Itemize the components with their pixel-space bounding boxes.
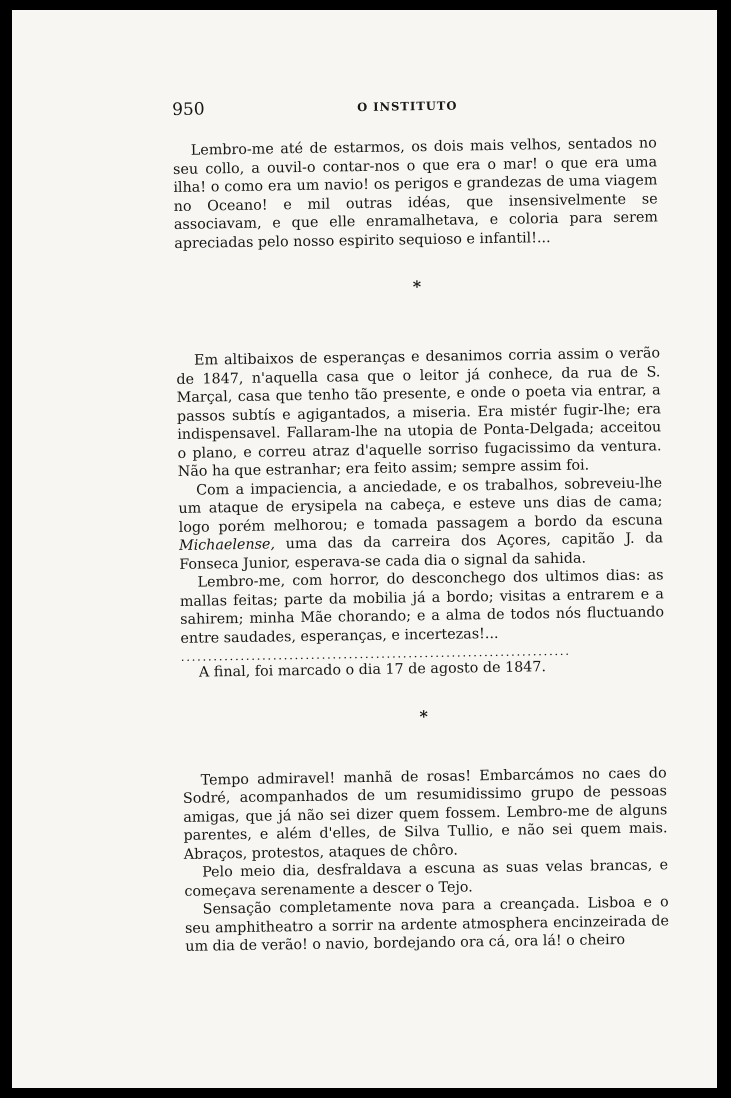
page-header xyxy=(172,92,656,124)
paragraph: Lembro-me até de estarmos, os dois mais velhos, sentados no seu collo, a ouvil-o contar-nos o que era o mar! o que era uma ilha! o como era um navio! os perigos e grandezas de uma viagem no Oceano! e mil outras idéas, que insensivelmente se associavam, e que elle enramalhetava, e coloria para serem apreciadas pelo nosso espirito sequioso e infantil!... xyxy=(172,135,659,252)
paragraph: Tempo admiravel! manhã de rosas! Embarcámos no caes do Sodré, acompanhados de um resumidissimo grupo de pessoas amigas, que já não sei dizer quem fossem. Lembro-me de alguns parentes, e além d'elles, de Silva Tullio, e não sei quem mais. Abraços, protestos, ataques de chôro. xyxy=(182,764,668,863)
paragraph xyxy=(178,474,663,574)
paragraph: Pelo meio dia, desfraldava a escuna as suas velas brancas, e começava serenamente a descer o Tejo. xyxy=(184,857,669,900)
section-separator: * xyxy=(419,706,429,726)
section-separator: * xyxy=(412,277,422,297)
running-title: O INSTITUTO xyxy=(357,98,458,115)
page-content xyxy=(172,92,669,956)
paragraph-text: Com a impaciencia, a anciedade, e os trabalhos, sobreveiu-lhe um ataque de erysipela na cabeça, e esteve uns dias de cama; logo porém melhorou; e tomada passagem a bordo da escuna xyxy=(178,474,663,536)
closing-line: A final, foi marcado o dia 17 de agosto de 1847. xyxy=(198,659,547,681)
ship-name: Michaelense, xyxy=(178,536,276,554)
paragraph-text: uma das da carreira dos Açores, capitão J. da Fonseca Junior, esperava-se cada dia o signal da sahida. xyxy=(179,530,664,573)
paragraph: Sensação completamente nova para a creançada. Lisboa e o seu amphitheatro a sorrir na ardente atmosphera encinzeirada de um dia de verão! o navio, bordejando ora cá, ora lá! o cheiro xyxy=(184,894,670,955)
paragraph: Lembro-me, com horror, do desconchego dos ultimos dias: as mallas feitas; parte da mobilia já a bordo; visitas a entrarem e a sahirem; minha Mãe chorando; e a alma de todos nós fluctuando entre saudades, esperanças, e incertezas!... xyxy=(179,567,665,647)
page-number: 950 xyxy=(172,99,205,120)
dotted-line: ........................................................................ xyxy=(180,643,571,664)
book-page xyxy=(12,10,717,1088)
paragraph: Em altibaixos de esperanças e desanimos corria assim o verão de 1847, n'aquella casa que o leitor já conhece, da rua de S. Marçal, casa que tenho tão presente, e onde o poeta via entrar, a passos subtís e agigantados, a miseria. Era mistér fugir-lhe; era indispensavel. Fallaram-lhe na utopia de Ponta-Delgada; acceitou o plano, e correu atraz d'aquelle sorriso fugacissimo da ventura. Não ha que estranhar; era feito assim; sempre assim foi. xyxy=(176,345,662,480)
